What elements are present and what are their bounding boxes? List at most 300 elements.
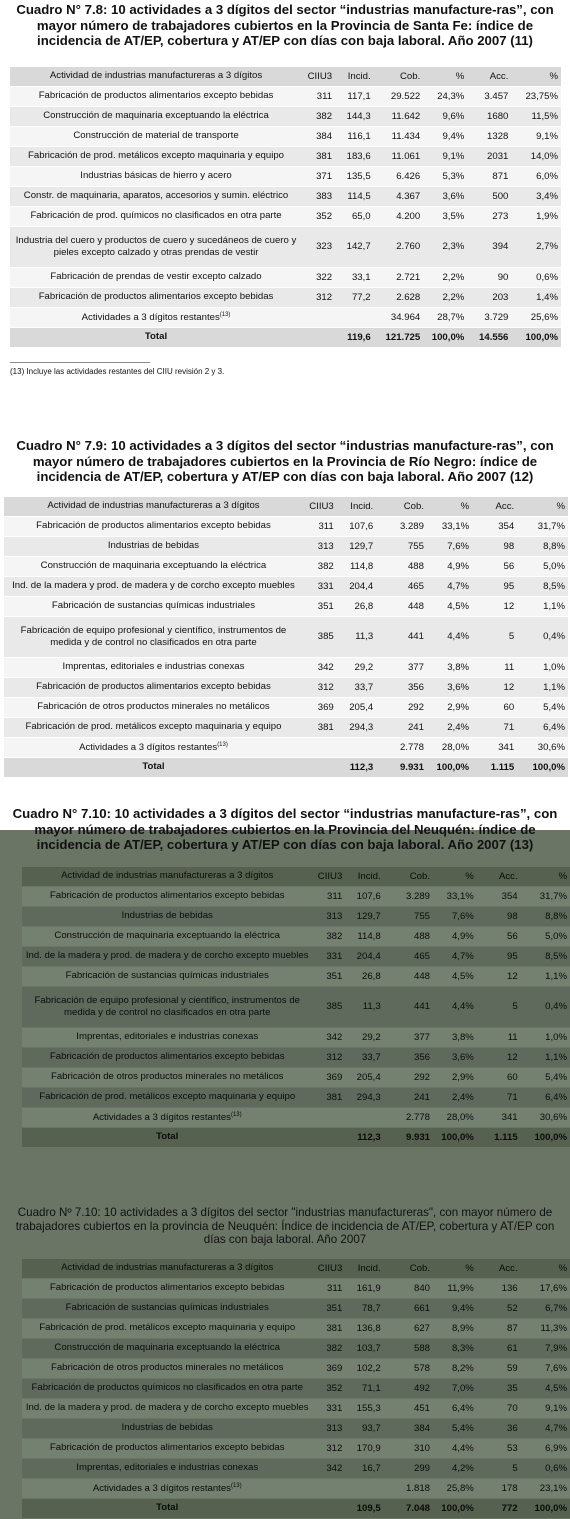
activity-cell: Imprentas, editoriales e industrias conexas	[4, 657, 303, 677]
value-cell: 1.818	[384, 1478, 433, 1498]
activity-cell: Construcción de material de transporte	[10, 126, 302, 146]
value-cell: 70	[477, 1398, 521, 1418]
column-header: CIIU3	[312, 867, 345, 887]
value-cell: 441	[376, 616, 427, 657]
data-table	[4, 497, 568, 778]
value-cell: 90	[467, 267, 511, 287]
table-row	[22, 946, 570, 966]
value-cell: 6,0%	[511, 166, 561, 186]
value-cell: 310	[384, 1438, 433, 1458]
value-cell: 12	[472, 596, 517, 616]
total-cell: 9.931	[376, 757, 427, 777]
table-row	[22, 1378, 570, 1398]
header-row	[22, 1259, 570, 1279]
value-cell: 33,7	[337, 677, 376, 697]
value-cell: 4,5%	[427, 596, 472, 616]
value-cell: 755	[384, 906, 433, 926]
value-cell: 313	[312, 1418, 345, 1438]
value-cell: 33,7	[345, 1047, 383, 1067]
value-cell: 77,2	[335, 287, 374, 307]
value-cell: 351	[312, 966, 345, 986]
value-cell: 129,7	[337, 536, 376, 556]
value-cell: 311	[312, 1278, 345, 1298]
value-cell: 2,4%	[433, 1087, 477, 1107]
value-cell: 60	[472, 697, 517, 717]
value-cell: 30,6%	[521, 1107, 570, 1127]
table-row	[4, 596, 568, 616]
table-row	[22, 1418, 570, 1438]
data-table	[22, 1259, 570, 1519]
value-cell: 5	[477, 1458, 521, 1478]
activity-label: Actividades a 3 dígitos restantes	[81, 312, 220, 324]
value-cell: 627	[384, 1318, 433, 1338]
value-cell: 23,1%	[521, 1478, 570, 1498]
value-cell: 331	[303, 576, 337, 596]
value-cell: 14,0%	[511, 146, 561, 166]
activity-label: Actividades a 3 dígitos restantes	[79, 742, 218, 754]
activity-cell: Fabricación de otros productos minerales no metálicos	[4, 697, 303, 717]
value-cell: 354	[477, 886, 521, 906]
value-cell: 2.628	[374, 287, 424, 307]
total-cell: 772	[477, 1498, 521, 1518]
activity-cell: Construcción de maquinaria exceptuando la eléctrica	[10, 106, 302, 126]
column-header: %	[427, 497, 472, 517]
value-cell: 331	[312, 946, 345, 966]
table-row	[22, 986, 570, 1027]
value-cell: 273	[467, 206, 511, 226]
table-row	[4, 717, 568, 737]
value-cell: 5,0%	[521, 926, 570, 946]
activity-cell	[22, 1478, 312, 1498]
activity-label: Actividades a 3 dígitos restantes	[92, 1112, 231, 1124]
value-cell: 311	[302, 86, 335, 106]
table-row	[4, 616, 568, 657]
table-row	[22, 966, 570, 986]
value-cell: 7,6%	[433, 906, 477, 926]
table-row	[22, 1087, 570, 1107]
value-cell: 5,4%	[433, 1418, 477, 1438]
value-cell: 0,4%	[521, 986, 570, 1027]
total-cell: 109,5	[345, 1498, 383, 1518]
activity-cell: Fabricación de productos alimentarios excepto bebidas	[10, 86, 302, 106]
value-cell: 311	[303, 516, 337, 536]
activity-cell: Fabricación de prod. químicos no clasificados en otra parte	[10, 206, 302, 226]
table-title: Cuadro N° 7.8: 10 actividades a 3 dígitos del sector “industrias manufacture-ras”, con mayor número de trabajadores cubiertos en la Provincia de Santa Fe: índice de incidencia de AT/EP, cobertura y AT/EP con días con baja laboral. Año 2007 (11)	[16, 2, 554, 48]
value-cell: 448	[384, 966, 433, 986]
table-row	[22, 926, 570, 946]
section-santa-fe	[0, 2, 570, 376]
value-cell: 56	[477, 926, 521, 946]
activity-cell: Fabricación de productos alimentarios excepto bebidas	[4, 677, 303, 697]
total-cell: 100,0%	[521, 1498, 570, 1518]
value-cell: 11,5%	[511, 106, 561, 126]
value-cell: 4,2%	[433, 1458, 477, 1478]
column-header: Acc.	[472, 497, 517, 517]
value-cell: 377	[376, 657, 427, 677]
value-cell: 53	[477, 1438, 521, 1458]
activity-cell: Fabricación de productos alimentarios excepto bebidas	[22, 1278, 312, 1298]
value-cell: 2031	[467, 146, 511, 166]
value-cell: 33,1	[335, 267, 374, 287]
value-cell: 6,9%	[521, 1438, 570, 1458]
activity-cell: Fabricación de productos alimentarios excepto bebidas	[22, 1047, 312, 1067]
footnote-ref: (13)	[217, 742, 228, 749]
table-row	[22, 1067, 570, 1087]
value-cell: 3,6%	[427, 677, 472, 697]
total-row	[10, 327, 561, 347]
value-cell: 95	[472, 576, 517, 596]
value-cell: 17,6%	[521, 1278, 570, 1298]
value-cell: 356	[376, 677, 427, 697]
table-row	[22, 1338, 570, 1358]
activity-cell: Fabricación de productos alimentarios excepto bebidas	[10, 287, 302, 307]
value-cell	[337, 737, 376, 757]
column-header: %	[433, 1259, 477, 1279]
total-row	[22, 1498, 570, 1518]
total-cell	[312, 1498, 345, 1518]
value-cell: 3.729	[467, 307, 511, 327]
activity-cell: Construcción de maquinaria exceptuando la eléctrica	[4, 556, 303, 576]
value-cell: 1680	[467, 106, 511, 126]
value-cell: 1,1%	[517, 596, 568, 616]
value-cell: 4,7%	[427, 576, 472, 596]
value-cell: 369	[303, 697, 337, 717]
value-cell: 116,1	[335, 126, 374, 146]
value-cell: 6.426	[374, 166, 424, 186]
total-cell: 1.115	[472, 757, 517, 777]
value-cell: 241	[376, 717, 427, 737]
table-row	[4, 556, 568, 576]
value-cell: 381	[312, 1087, 345, 1107]
column-header: Incid.	[345, 867, 383, 887]
total-label: Total	[22, 1127, 312, 1147]
value-cell: 371	[302, 166, 335, 186]
value-cell: 102,2	[345, 1358, 383, 1378]
value-cell: 11,9%	[433, 1278, 477, 1298]
value-cell: 7,0%	[433, 1378, 477, 1398]
activity-label: Actividades a 3 dígitos restantes	[92, 1483, 231, 1495]
activity-cell: Fabricación de prod. metálicos excepto maquinaria y equipo	[4, 717, 303, 737]
value-cell: 5,4%	[521, 1067, 570, 1087]
activity-cell: Imprentas, editoriales e industrias conexas	[22, 1458, 312, 1478]
value-cell: 129,7	[345, 906, 383, 926]
column-header: Acc.	[477, 867, 521, 887]
table-row	[22, 1358, 570, 1378]
total-cell: 100,0%	[433, 1498, 477, 1518]
column-header: Actividad de industrias manufactureras a 3 dígitos	[4, 497, 303, 517]
value-cell: 34.964	[374, 307, 424, 327]
value-cell: 29.522	[374, 86, 424, 106]
value-cell: 9,6%	[423, 106, 467, 126]
value-cell: 23,75%	[511, 86, 561, 106]
value-cell: 1,0%	[517, 657, 568, 677]
total-cell: 14.556	[467, 327, 511, 347]
value-cell: 369	[312, 1067, 345, 1087]
section-neuquen-a	[0, 806, 570, 1148]
value-cell: 351	[312, 1298, 345, 1318]
value-cell: 204,4	[337, 576, 376, 596]
value-cell: 1,9%	[511, 206, 561, 226]
table-row	[4, 657, 568, 677]
column-header: Actividad de industrias manufactureras a 3 dígitos	[22, 1259, 312, 1279]
activity-cell: Fabricación de prod. metálicos excepto maquinaria y equipo	[10, 146, 302, 166]
value-cell: 3,4%	[511, 186, 561, 206]
total-cell: 100,0%	[423, 327, 467, 347]
total-cell: 7.048	[384, 1498, 433, 1518]
value-cell: 5,4%	[517, 697, 568, 717]
value-cell: 5,3%	[423, 166, 467, 186]
table-row	[4, 737, 568, 757]
total-row	[22, 1127, 570, 1147]
table-row	[4, 536, 568, 556]
value-cell	[335, 307, 374, 327]
table-row	[22, 1438, 570, 1458]
data-table	[22, 867, 570, 1148]
value-cell: 4,4%	[433, 986, 477, 1027]
total-cell: 100,0%	[521, 1127, 570, 1147]
value-cell: 161,9	[345, 1278, 383, 1298]
value-cell: 1,1%	[521, 966, 570, 986]
value-cell: 4,4%	[427, 616, 472, 657]
value-cell: 93,7	[345, 1418, 383, 1438]
activity-cell: Imprentas, editoriales e industrias conexas	[22, 1027, 312, 1047]
activity-cell: Fabricación de otros productos minerales no metálicos	[22, 1067, 312, 1087]
value-cell: 11	[477, 1027, 521, 1047]
value-cell: 4,7%	[433, 946, 477, 966]
activity-cell: Fabricación de sustancias químicas industriales	[4, 596, 303, 616]
table-row	[4, 516, 568, 536]
value-cell: 352	[302, 206, 335, 226]
value-cell: 6,7%	[521, 1298, 570, 1318]
table-row	[22, 1398, 570, 1418]
value-cell: 4.367	[374, 186, 424, 206]
value-cell: 451	[384, 1398, 433, 1418]
total-cell: 9.931	[384, 1127, 433, 1147]
value-cell: 155,3	[345, 1398, 383, 1418]
value-cell: 24,3%	[423, 86, 467, 106]
value-cell: 2,3%	[423, 226, 467, 267]
value-cell: 385	[303, 616, 337, 657]
value-cell: 9,4%	[423, 126, 467, 146]
value-cell	[345, 1478, 383, 1498]
value-cell: 588	[384, 1338, 433, 1358]
value-cell: 98	[477, 906, 521, 926]
value-cell: 60	[477, 1067, 521, 1087]
value-cell: 9,1%	[511, 126, 561, 146]
value-cell: 1,1%	[521, 1047, 570, 1067]
value-cell: 377	[384, 1027, 433, 1047]
table-row	[10, 287, 561, 307]
value-cell: 384	[302, 126, 335, 146]
value-cell: 28,0%	[427, 737, 472, 757]
value-cell: 117,1	[335, 86, 374, 106]
value-cell: 205,4	[337, 697, 376, 717]
value-cell: 352	[312, 1378, 345, 1398]
column-header: CIIU3	[312, 1259, 345, 1279]
column-header: %	[511, 67, 561, 87]
activity-cell: Fabricación de productos alimentarios excepto bebidas	[22, 886, 312, 906]
value-cell: 135,5	[335, 166, 374, 186]
total-cell	[302, 327, 335, 347]
table-row	[10, 206, 561, 226]
value-cell: 2,9%	[427, 697, 472, 717]
value-cell: 26,8	[337, 596, 376, 616]
value-cell: 356	[384, 1047, 433, 1067]
value-cell: 8,2%	[433, 1358, 477, 1378]
value-cell: 4,9%	[433, 926, 477, 946]
value-cell: 385	[312, 986, 345, 1027]
value-cell: 33,1%	[427, 516, 472, 536]
value-cell: 71	[477, 1087, 521, 1107]
value-cell: 5	[472, 616, 517, 657]
value-cell: 4,4%	[433, 1438, 477, 1458]
value-cell: 11.061	[374, 146, 424, 166]
value-cell: 28,7%	[423, 307, 467, 327]
footnote-ref: (13)	[230, 1483, 242, 1490]
value-cell: 342	[312, 1458, 345, 1478]
total-cell: 112,3	[337, 757, 376, 777]
column-header: Actividad de industrias manufactureras a 3 dígitos	[10, 67, 302, 87]
value-cell: 500	[467, 186, 511, 206]
total-cell: 119,6	[335, 327, 374, 347]
footnote: (13) Incluye las actividades restantes del CIIU revisión 2 y 3.	[10, 366, 225, 376]
value-cell: 11,3%	[521, 1318, 570, 1338]
value-cell: 71,1	[345, 1378, 383, 1398]
value-cell: 294,3	[337, 717, 376, 737]
value-cell: 29,2	[345, 1027, 383, 1047]
activity-cell: Ind. de la madera y prod. de madera y de corcho excepto muebles	[4, 576, 303, 596]
value-cell	[302, 307, 335, 327]
value-cell: 299	[384, 1458, 433, 1478]
value-cell: 5,0%	[517, 556, 568, 576]
table-title: Cuadro Nº 7.10: 10 actividades a 3 dígitos del sector "industrias manufactureras", con mayor número de trabajadores cubiertos en la provincia de Neuquén: Índice de incidencia de AT/EP, cobertura y AT/EP con días con baja laboral. Año 2007	[15, 1206, 555, 1246]
value-cell: 312	[312, 1047, 345, 1067]
value-cell: 323	[302, 226, 335, 267]
value-cell: 381	[303, 717, 337, 737]
activity-cell: Ind. de la madera y prod. de madera y de corcho excepto muebles	[22, 946, 312, 966]
total-cell: 121.725	[374, 327, 424, 347]
activity-cell: Fabricación de sustancias químicas industriales	[22, 966, 312, 986]
column-header: Cob.	[384, 1259, 433, 1279]
footnote-rule	[10, 362, 150, 363]
value-cell: 11,3	[345, 986, 383, 1027]
value-cell: 313	[312, 906, 345, 926]
value-cell: 7,6%	[427, 536, 472, 556]
activity-cell	[4, 737, 303, 757]
value-cell: 9,1%	[423, 146, 467, 166]
table-wrap	[0, 867, 570, 1148]
value-cell: 95	[477, 946, 521, 966]
value-cell: 441	[384, 986, 433, 1027]
value-cell: 3.289	[376, 516, 427, 536]
value-cell: 142,7	[335, 226, 374, 267]
total-row	[4, 757, 568, 777]
value-cell: 3,6%	[423, 186, 467, 206]
value-cell: 28,0%	[433, 1107, 477, 1127]
value-cell: 203	[467, 287, 511, 307]
header-row	[22, 867, 570, 887]
activity-cell: Fabricación de productos alimentarios excepto bebidas	[4, 516, 303, 536]
table-row	[4, 576, 568, 596]
table-title: Cuadro N° 7.9: 10 actividades a 3 dígitos del sector “industrias manufacture-ras”, con mayor número de trabajadores cubiertos en la Provincia de Río Negro: índice de incidencia de AT/EP, cobertura y AT/EP con días con baja laboral. Año 2007 (12)	[16, 438, 554, 484]
value-cell: 661	[384, 1298, 433, 1318]
total-cell: 100,0%	[517, 757, 568, 777]
activity-cell	[10, 307, 302, 327]
column-header: %	[433, 867, 477, 887]
activity-cell: Industrias de bebidas	[22, 906, 312, 926]
value-cell: 87	[477, 1318, 521, 1338]
table-wrap	[0, 1259, 570, 1519]
table-row	[22, 1298, 570, 1318]
value-cell: 3,8%	[433, 1027, 477, 1047]
table-row	[4, 697, 568, 717]
table-row	[22, 886, 570, 906]
table-row	[10, 126, 561, 146]
column-header: Incid.	[337, 497, 376, 517]
table-row	[22, 1027, 570, 1047]
value-cell: 178	[477, 1478, 521, 1498]
value-cell: 3,5%	[423, 206, 467, 226]
header-row	[4, 497, 568, 517]
value-cell: 144,3	[335, 106, 374, 126]
column-header: %	[521, 867, 570, 887]
value-cell: 341	[472, 737, 517, 757]
value-cell: 465	[376, 576, 427, 596]
value-cell: 322	[302, 267, 335, 287]
table-row	[10, 166, 561, 186]
value-cell: 2,2%	[423, 267, 467, 287]
value-cell: 107,6	[345, 886, 383, 906]
activity-cell: Industrias de bebidas	[4, 536, 303, 556]
value-cell: 448	[376, 596, 427, 616]
value-cell: 11,3	[337, 616, 376, 657]
value-cell: 354	[472, 516, 517, 536]
value-cell: 381	[302, 146, 335, 166]
section-rio-negro	[0, 438, 570, 778]
value-cell: 840	[384, 1278, 433, 1298]
value-cell: 35	[477, 1378, 521, 1398]
value-cell: 36	[477, 1418, 521, 1438]
value-cell: 384	[384, 1418, 433, 1438]
value-cell: 311	[312, 886, 345, 906]
column-header: Acc.	[467, 67, 511, 87]
activity-cell: Fabricación de prod. metálicos excepto maquinaria y equipo	[22, 1318, 312, 1338]
value-cell: 8,5%	[521, 946, 570, 966]
value-cell	[303, 737, 337, 757]
total-cell: 1.115	[477, 1127, 521, 1147]
value-cell: 183,6	[335, 146, 374, 166]
value-cell: 0,6%	[521, 1458, 570, 1478]
value-cell: 114,5	[335, 186, 374, 206]
total-label: Total	[10, 327, 302, 347]
table-row	[22, 1478, 570, 1498]
data-table	[10, 67, 561, 348]
value-cell: 292	[384, 1067, 433, 1087]
value-cell: 8,9%	[433, 1318, 477, 1338]
value-cell: 394	[467, 226, 511, 267]
value-cell: 381	[312, 1318, 345, 1338]
total-cell: 100,0%	[427, 757, 472, 777]
value-cell: 294,3	[345, 1087, 383, 1107]
value-cell: 136,8	[345, 1318, 383, 1338]
value-cell: 8,8%	[517, 536, 568, 556]
table-row	[10, 226, 561, 267]
value-cell: 205,4	[345, 1067, 383, 1087]
activity-cell: Industria del cuero y productos de cuero y sucedáneos de cuero y pieles excepto calzado y otras prendas de vestir	[10, 226, 302, 267]
value-cell: 488	[376, 556, 427, 576]
value-cell: 871	[467, 166, 511, 186]
value-cell: 103,7	[345, 1338, 383, 1358]
